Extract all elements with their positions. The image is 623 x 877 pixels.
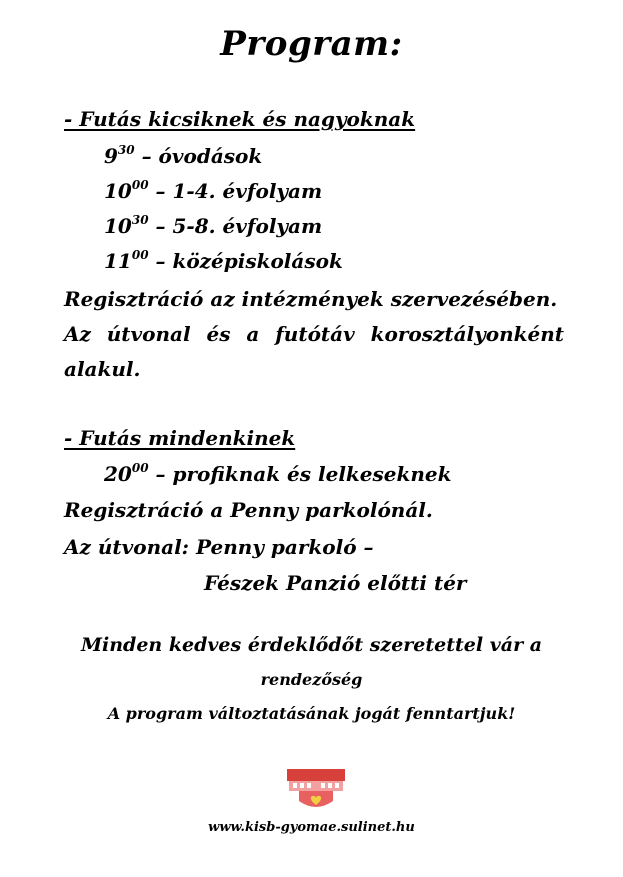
schedule-text: – óvodások [134, 144, 263, 168]
closing-line: Minden kedves érdeklődőt szeretettel vár a [80, 634, 543, 656]
website-url: www.kisb-gyomae.sulinet.hu [208, 820, 415, 835]
closing-disclaimer: A program változtatásának jogát fenntartjuk! [107, 704, 516, 723]
schedule-text: – profiknak és lelkeseknek [148, 462, 452, 486]
section2-heading: - Futás mindenkinek [64, 426, 296, 450]
schedule-item [104, 213, 322, 239]
page-title: Program: [220, 24, 403, 64]
schedule-hour: 20 [104, 462, 132, 486]
section1-heading: - Futás kicsiknek és nagyoknak [64, 107, 416, 131]
route-note-line: alakul. [64, 357, 141, 381]
registration-note: Regisztráció a Penny parkolónál. [64, 498, 433, 522]
logo-facade [289, 781, 343, 791]
registration-note: Regisztráció az intézmények szervezésében. [64, 287, 558, 311]
schedule-minute: 30 [131, 213, 149, 227]
schedule-minute: 30 [117, 143, 135, 157]
route-note-line: Az útvonal és a futótáv korosztályonként [64, 322, 564, 346]
route-line: Az útvonal: Penny parkoló – [64, 535, 374, 559]
schedule-hour: 9 [104, 144, 118, 168]
schedule-hour: 10 [104, 214, 132, 238]
closing-line: rendezőség [260, 670, 363, 689]
logo-roof [287, 769, 345, 781]
schedule-hour: 10 [104, 179, 132, 203]
schedule-minute: 00 [131, 461, 149, 475]
schedule-text: – 5-8. évfolyam [148, 214, 323, 238]
schedule-text: – középiskolások [148, 249, 343, 273]
schedule-minute: 00 [131, 248, 149, 262]
schedule-text: – 1-4. évfolyam [148, 179, 323, 203]
route-line: Fészek Panzió előtti tér [204, 571, 467, 595]
school-logo [285, 767, 347, 813]
schedule-item [104, 461, 451, 487]
schedule-item [104, 143, 262, 169]
schedule-item [104, 248, 343, 274]
schedule-item [104, 178, 322, 204]
schedule-minute: 00 [131, 178, 149, 192]
schedule-hour: 11 [104, 249, 132, 273]
